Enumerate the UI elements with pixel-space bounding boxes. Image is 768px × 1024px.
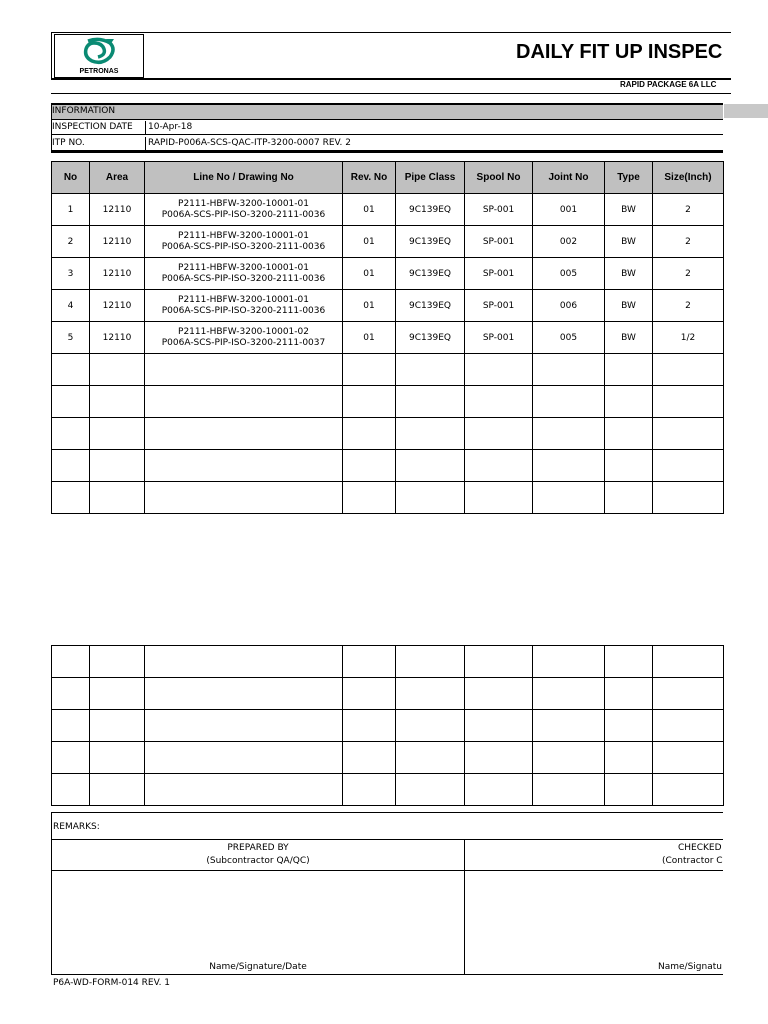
table-row-empty [52,418,724,450]
table-row-empty [52,646,724,678]
info-value: 10-Apr-18 [145,121,192,134]
cell-pipe-class: 9C139EQ [396,226,465,258]
cell-spool: SP-001 [465,322,533,354]
form-number: P6A-WD-FORM-014 REV. 1 [53,978,171,988]
header-subtitle: RAPID PACKAGE 6A LLC [620,80,717,89]
info-heading-bg [51,105,723,120]
cell-rev: 01 [343,322,396,354]
info-row-itp-no [51,137,723,151]
table-row [52,322,724,354]
cell-joint: 005 [533,258,605,290]
drawing-no: P006A-SCS-PIP-ISO-3200-2111-0036 [161,241,326,252]
signature-divider [464,839,465,975]
column-header: Size(Inch) [653,162,724,194]
cell-rev: 01 [343,290,396,322]
checked-sign-label: Name/Signatu [658,962,722,972]
prepared-by-role: (Subcontractor QA/QC) [206,856,310,866]
column-header: Rev. No [343,162,396,194]
blank-table [51,645,724,806]
table-row-empty [52,482,724,514]
column-header: Joint No [533,162,605,194]
cell-line-drawing [145,322,343,354]
cell-type: BW [605,258,653,290]
table-row [52,258,724,290]
column-header: Spool No [465,162,533,194]
petronas-logo-icon [80,37,120,67]
cell-area: 12110 [90,290,145,322]
column-header: Line No / Drawing No [145,162,343,194]
cell-spool: SP-001 [465,226,533,258]
table-row-empty [52,386,724,418]
info-bottom-rule [51,151,723,153]
column-header: Area [90,162,145,194]
cell-area: 12110 [90,258,145,290]
cell-no: 1 [52,194,90,226]
cell-type: BW [605,290,653,322]
cell-size: 2 [653,226,724,258]
cell-area: 12110 [90,194,145,226]
line-no: P2111-HBFW-3200-10001-01 [178,294,309,305]
info-left-rule [51,105,52,152]
column-header: Pipe Class [396,162,465,194]
cell-size: 1/2 [653,322,724,354]
header-divider [51,78,731,79]
table-row [52,290,724,322]
drawing-no: P006A-SCS-PIP-ISO-3200-2111-0036 [161,209,326,220]
column-header: No [52,162,90,194]
line-no: P2111-HBFW-3200-10001-01 [178,262,309,273]
line-no: P2111-HBFW-3200-10001-01 [178,198,309,209]
table-row-empty [52,678,724,710]
cell-type: BW [605,194,653,226]
remarks-rule [51,839,723,840]
cell-joint: 005 [533,322,605,354]
header-bottom-rule [51,93,731,94]
drawing-no: P006A-SCS-PIP-ISO-3200-2111-0036 [161,273,326,284]
checked-by-role: (Contractor C [662,856,723,866]
drawing-no: P006A-SCS-PIP-ISO-3200-2111-0037 [161,337,326,348]
cell-size: 2 [653,258,724,290]
info-value: RAPID-P006A-SCS-QAC-ITP-3200-0007 REV. 2 [145,137,351,150]
cell-area: 12110 [90,322,145,354]
cell-type: BW [605,226,653,258]
remarks-block [51,812,723,975]
table-row [52,226,724,258]
cell-rev: 01 [343,226,396,258]
table-header-row [52,162,724,194]
cell-joint: 001 [533,194,605,226]
cell-pipe-class: 9C139EQ [396,322,465,354]
prepared-by-title: PREPARED BY [227,843,289,853]
table-row-empty [52,354,724,386]
cell-no: 4 [52,290,90,322]
remarks-label: REMARKS: [53,822,100,832]
info-row-inspection-date [51,121,723,135]
drawing-no: P006A-SCS-PIP-ISO-3200-2111-0036 [161,305,326,316]
info-label: ITP NO. [52,138,85,148]
logo-text: PETRONAS [79,68,119,75]
cell-pipe-class: 9C139EQ [396,258,465,290]
cell-type: BW [605,322,653,354]
column-header: Type [605,162,653,194]
cell-no: 3 [52,258,90,290]
cell-spool: SP-001 [465,290,533,322]
cell-spool: SP-001 [465,194,533,226]
table-row-empty [52,710,724,742]
cell-joint: 002 [533,226,605,258]
table-row [52,194,724,226]
prepared-sign-label: Name/Signature/Date [209,962,307,972]
line-no: P2111-HBFW-3200-10001-02 [178,326,309,337]
gray-side-bar [724,104,768,118]
cell-line-drawing [145,194,343,226]
cell-area: 12110 [90,226,145,258]
signature-header-rule [51,870,723,871]
cell-rev: 01 [343,194,396,226]
cell-no: 5 [52,322,90,354]
cell-size: 2 [653,194,724,226]
cell-no: 2 [52,226,90,258]
table-row-empty [52,774,724,806]
cell-size: 2 [653,290,724,322]
cell-line-drawing [145,290,343,322]
cell-joint: 006 [533,290,605,322]
page-title: DAILY FIT UP INSPEC [516,41,723,63]
cell-line-drawing [145,226,343,258]
fitup-table [51,161,724,514]
table-row-empty [52,450,724,482]
cell-rev: 01 [343,258,396,290]
line-no: P2111-HBFW-3200-10001-01 [178,230,309,241]
table-row-empty [52,742,724,774]
cell-pipe-class: 9C139EQ [396,290,465,322]
checked-by-title: CHECKED [678,843,722,853]
cell-line-drawing [145,258,343,290]
cell-pipe-class: 9C139EQ [396,194,465,226]
info-label: INSPECTION DATE [52,122,133,132]
logo-box [54,34,144,78]
cell-spool: SP-001 [465,258,533,290]
info-heading: INFORMATION [52,106,116,116]
